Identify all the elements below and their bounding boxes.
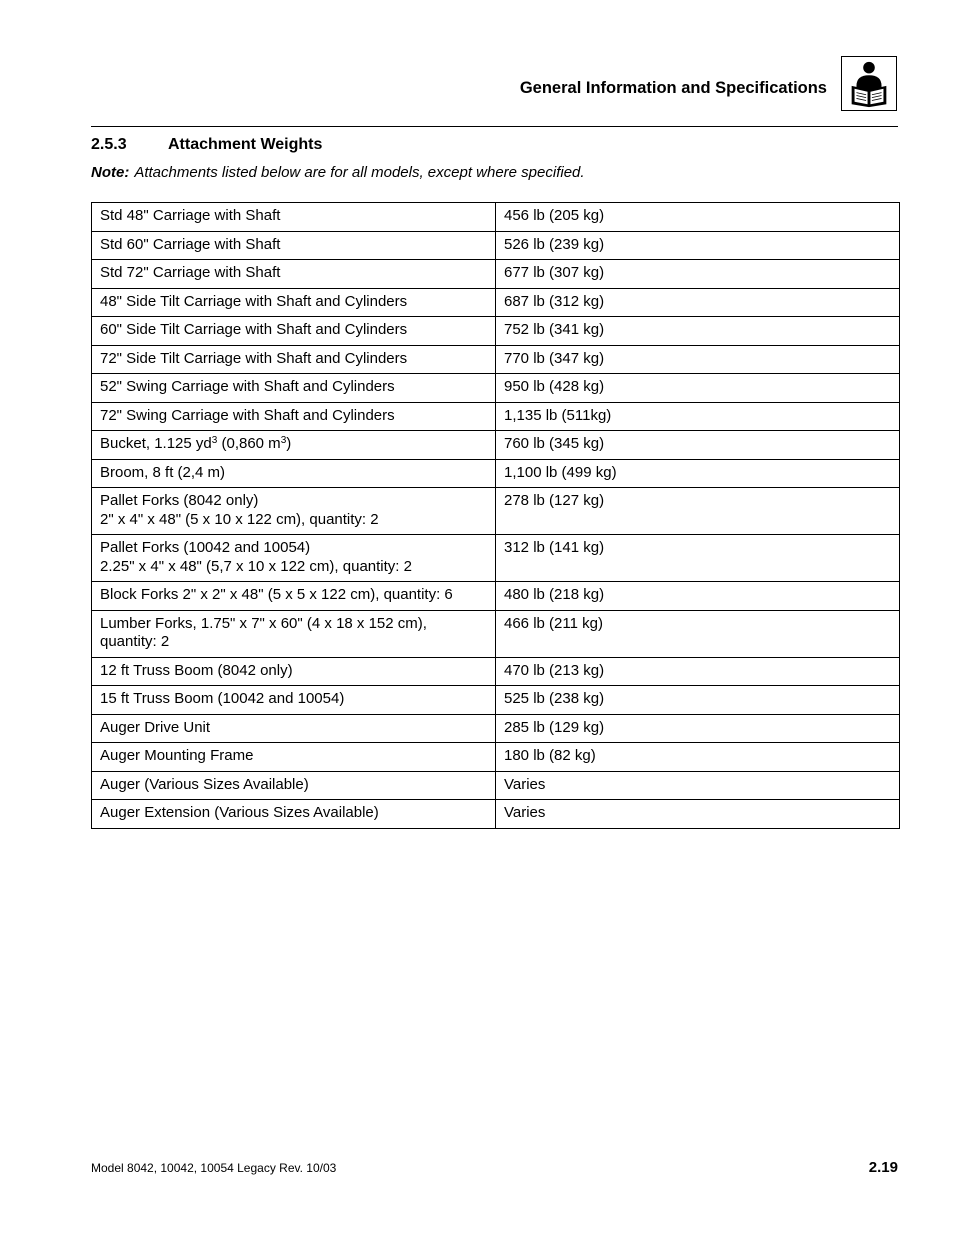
weight-cell: 752 lb (341 kg) bbox=[496, 317, 900, 346]
table-row bbox=[92, 459, 900, 488]
attachment-cell: 60" Side Tilt Carriage with Shaft and Cylinders bbox=[92, 317, 496, 346]
attachment-cell bbox=[92, 431, 496, 460]
attachment-cell bbox=[92, 610, 496, 657]
attachment-line: Pallet Forks (10042 and 10054) bbox=[100, 539, 311, 556]
weight-cell: 525 lb (238 kg) bbox=[496, 686, 900, 715]
attachment-cell: 72" Side Tilt Carriage with Shaft and Cylinders bbox=[92, 345, 496, 374]
attachment-cell: 72" Swing Carriage with Shaft and Cylinders bbox=[92, 402, 496, 431]
read-manual-icon bbox=[841, 56, 897, 111]
table-body bbox=[92, 203, 900, 829]
table-row bbox=[92, 800, 900, 829]
weight-cell: 466 lb (211 kg) bbox=[496, 610, 900, 657]
weight-cell: 770 lb (347 kg) bbox=[496, 345, 900, 374]
table-row bbox=[92, 402, 900, 431]
attachment-cell: 12 ft Truss Boom (8042 only) bbox=[92, 657, 496, 686]
attachment-text: Bucket, 1.125 yd bbox=[100, 435, 212, 452]
note bbox=[91, 164, 585, 181]
table-row bbox=[92, 317, 900, 346]
attachment-cell: Auger (Various Sizes Available) bbox=[92, 771, 496, 800]
table-row bbox=[92, 714, 900, 743]
attachment-cell: Std 72" Carriage with Shaft bbox=[92, 260, 496, 289]
attachment-cell bbox=[92, 488, 496, 535]
attachment-line: quantity: 2 bbox=[100, 633, 170, 650]
attachment-line: Lumber Forks, 1.75" x 7" x 60" (4 x 18 x 152 cm), bbox=[100, 614, 427, 632]
superscript: 3 bbox=[280, 435, 287, 446]
weight-cell: 456 lb (205 kg) bbox=[496, 203, 900, 232]
attachment-cell: Broom, 8 ft (2,4 m) bbox=[92, 459, 496, 488]
table-row bbox=[92, 431, 900, 460]
weight-cell: Varies bbox=[496, 771, 900, 800]
attachment-line: 2.25" x 4" x 48" (5,7 x 10 x 122 cm), quantity: 2 bbox=[100, 557, 412, 575]
header-divider bbox=[91, 126, 898, 127]
attachment-text: ) bbox=[286, 435, 292, 452]
table-row bbox=[92, 686, 900, 715]
weight-cell: 1,135 lb (511kg) bbox=[496, 402, 900, 431]
weight-cell: 180 lb (82 kg) bbox=[496, 743, 900, 772]
attachment-text: (0,860 m bbox=[217, 435, 281, 452]
attachment-cell: Auger Mounting Frame bbox=[92, 743, 496, 772]
attachment-line: Pallet Forks (8042 only) bbox=[100, 492, 259, 509]
weight-cell: 760 lb (345 kg) bbox=[496, 431, 900, 460]
section-title: Attachment Weights bbox=[168, 136, 323, 153]
weight-cell: Varies bbox=[496, 800, 900, 829]
footer-model: Model 8042, 10042, 10054 Legacy Rev. 10/03 bbox=[91, 1161, 337, 1175]
table-row bbox=[92, 260, 900, 289]
table-row bbox=[92, 610, 900, 657]
table-row bbox=[92, 488, 900, 535]
attachment-cell: 48" Side Tilt Carriage with Shaft and Cylinders bbox=[92, 288, 496, 317]
weight-cell: 480 lb (218 kg) bbox=[496, 582, 900, 611]
section-heading bbox=[91, 136, 322, 154]
table-row bbox=[92, 345, 900, 374]
attachment-cell bbox=[92, 535, 496, 582]
attachment-cell: Auger Extension (Various Sizes Available) bbox=[92, 800, 496, 829]
weight-cell: 470 lb (213 kg) bbox=[496, 657, 900, 686]
attachment-weights-table bbox=[91, 202, 900, 829]
page-number: 2.19 bbox=[868, 1159, 898, 1176]
weight-cell: 312 lb (141 kg) bbox=[496, 535, 900, 582]
attachment-cell: Auger Drive Unit bbox=[92, 714, 496, 743]
attachment-cell: Std 48" Carriage with Shaft bbox=[92, 203, 496, 232]
attachment-line: 2" x 4" x 48" (5 x 10 x 122 cm), quantity: 2 bbox=[100, 510, 379, 528]
weight-cell: 1,100 lb (499 kg) bbox=[496, 459, 900, 488]
table-row bbox=[92, 374, 900, 403]
table-row bbox=[92, 288, 900, 317]
weight-cell: 677 lb (307 kg) bbox=[496, 260, 900, 289]
table-row bbox=[92, 771, 900, 800]
attachment-cell: Std 60" Carriage with Shaft bbox=[92, 231, 496, 260]
attachment-cell: 52" Swing Carriage with Shaft and Cylinders bbox=[92, 374, 496, 403]
section-number: 2.5.3 bbox=[91, 136, 127, 153]
note-label: Note: bbox=[91, 164, 130, 181]
table-row bbox=[92, 582, 900, 611]
table-row bbox=[92, 657, 900, 686]
note-text: Attachments listed below are for all models, except where specified. bbox=[134, 164, 585, 181]
table-row bbox=[92, 203, 900, 232]
table-row bbox=[92, 743, 900, 772]
attachment-cell: Block Forks 2" x 2" x 48" (5 x 5 x 122 cm), quantity: 6 bbox=[92, 582, 496, 611]
header-title: General Information and Specifications bbox=[519, 79, 827, 97]
weight-cell: 687 lb (312 kg) bbox=[496, 288, 900, 317]
weight-cell: 526 lb (239 kg) bbox=[496, 231, 900, 260]
weight-cell: 278 lb (127 kg) bbox=[496, 488, 900, 535]
table-row bbox=[92, 535, 900, 582]
weight-cell: 285 lb (129 kg) bbox=[496, 714, 900, 743]
weight-cell: 950 lb (428 kg) bbox=[496, 374, 900, 403]
superscript: 3 bbox=[211, 435, 218, 446]
table-row bbox=[92, 231, 900, 260]
attachment-cell: 15 ft Truss Boom (10042 and 10054) bbox=[92, 686, 496, 715]
